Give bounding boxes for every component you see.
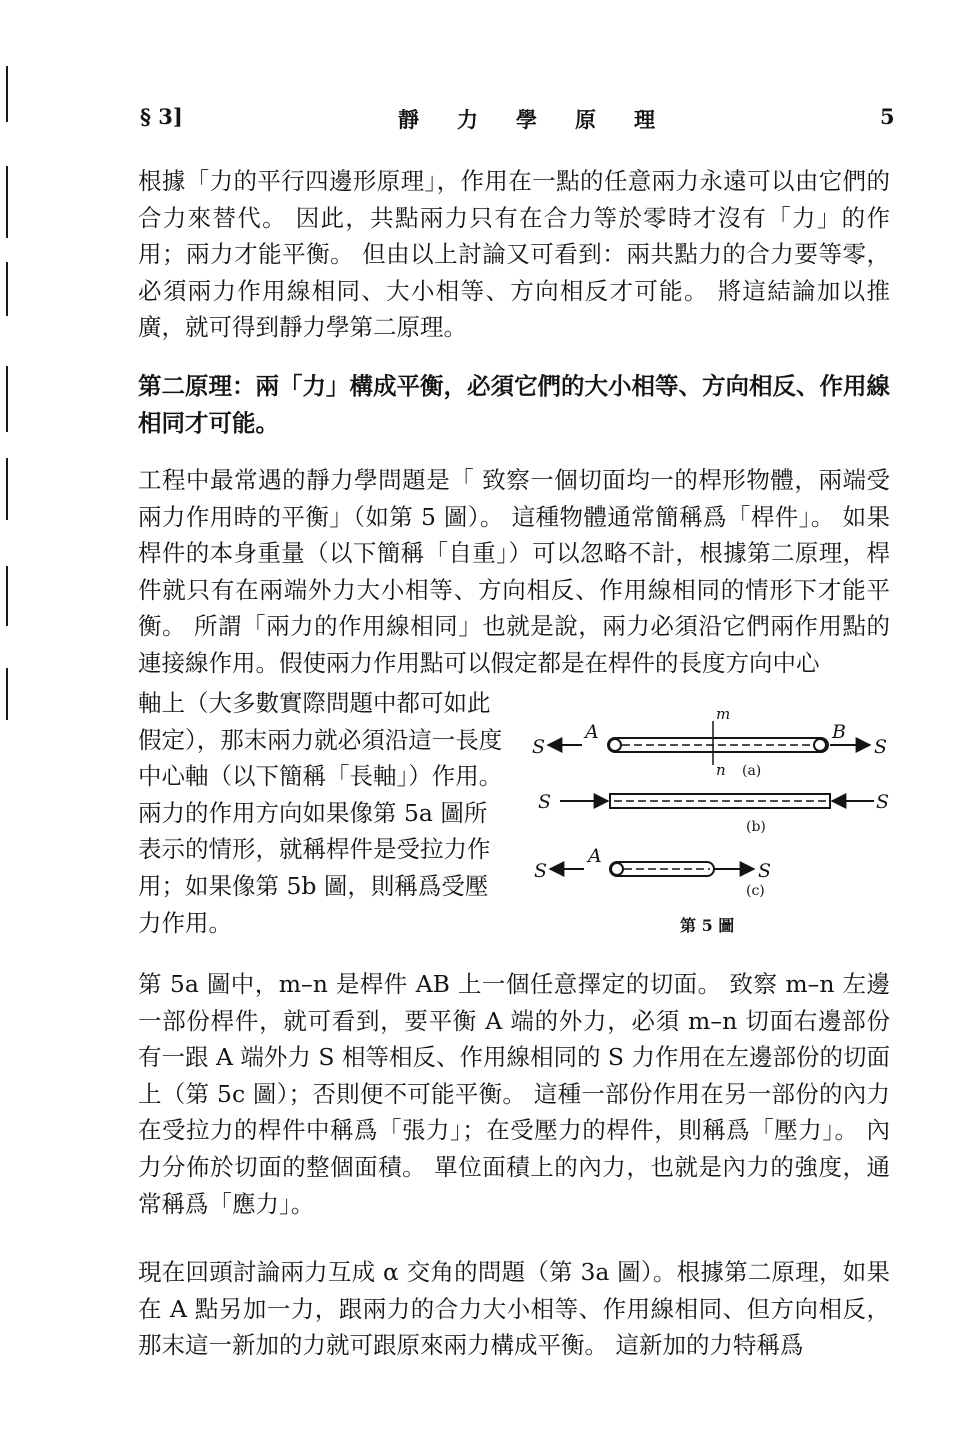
label-force-b-right: S — [876, 791, 890, 813]
label-section-m: m — [716, 705, 731, 723]
figure-caption: 第 5 圖 — [680, 916, 735, 935]
page-number: 5 — [880, 104, 895, 129]
label-sub-b: (b) — [746, 819, 766, 835]
scan-edge-mark — [6, 566, 8, 626]
scan-edge-mark — [6, 668, 8, 720]
paragraph-angle-problem: 現在回頭討論兩力互成 α 交角的問題（第 3a 圖）。根據第二原理，如果在 A 點另加一力，跟兩力的合力大小相等、作用線相同、但方向相反，那末這一新加的力就可跟原來兩力構成平衡。 這新加的力特稱爲 — [138, 1258, 890, 1360]
label-force-c-right: S — [758, 860, 772, 882]
paragraph-internal-force: 第 5a 圖中，m–n 是桿件 AB 上一個任意擇定的切面。 致察 m–n 左邊一部份桿件，就可看到，要平衡 A 端的外力，必須 m–n 切面右邊部份有一跟 A 端外力 S 相等相反、作用線相同的 S 力作用在左邊部份的切面上（第 5c 圖）；否則便不可能平衡。 這種一部份作用在另一部份的內力在受拉力的桿件中稱爲「張力」；在受壓力的桿件，則稱爲「壓力」。 內力分佈於切面的整個面積。 單位面積上的內力，也就是內力的強度，通常稱爲「應力」。 — [138, 970, 890, 1218]
member-b — [560, 794, 874, 808]
label-force-a-right: S — [874, 736, 888, 758]
figure-5 — [530, 705, 900, 945]
label-point-a-c: A — [588, 845, 602, 867]
scan-edge-mark — [6, 458, 8, 520]
label-point-a: A — [585, 721, 599, 743]
label-point-b: B — [832, 721, 846, 743]
paragraph-member: 工程中最常遇的靜力學問題是「 致察一個切面均一的桿形物體，兩端受兩力作用時的平衡」（如第 5 圖）。 這種物體通常簡稱爲「桿件」。 如果桿件的本身重量（以下簡稱「自重」）可以忽略不計，根據第二原理，桿件就只有在兩端外力大小相等、方向相反、作用線相同的情形下才能平衡。 所謂「兩力的作用線相同」也就是說，兩力必須沿它們兩作用點的連接線作用。假使兩力作用點可以假定都是在桿件的長度方向中心 — [138, 466, 890, 677]
paragraph-second-principle: 第二原理：兩「力」構成平衡，必須它們的大小相等、方向相反、作用線相同才可能。 — [138, 372, 890, 437]
section-marker: § 3] — [140, 104, 183, 129]
label-sub-a: (a) — [742, 763, 762, 779]
label-force-b-left: S — [538, 791, 552, 813]
label-force-c-left: S — [534, 860, 548, 882]
scan-edge-mark — [6, 262, 8, 316]
member-c — [550, 862, 754, 876]
scan-edge-mark — [6, 366, 8, 432]
label-section-n: n — [716, 761, 726, 779]
label-sub-c: (c) — [746, 883, 765, 899]
running-title: 靜力學原理 — [398, 107, 693, 132]
paragraph-axis-wrap: 軸上（大多數實際問題中都可如此假定），那末兩力就必須沿這一長度中心軸（以下簡稱「長軸」）作用。兩力的作用方向如果像第 5a 圖所表示的情形，就稱桿件是受拉力作用；如果像第 5b 圖，則稱爲受壓力作用。 — [138, 689, 503, 937]
scan-edge-mark — [6, 166, 8, 238]
label-force-a-left: S — [532, 736, 546, 758]
figure-5-drawing — [530, 705, 900, 945]
scan-edge-mark — [6, 66, 8, 122]
paragraph-parallelogram: 根據「力的平行四邊形原理」，作用在一點的任意兩力永遠可以由它們的合力來替代。 因此，共點兩力只有在合力等於零時才沒有「力」的作用；兩力才能平衡。 但由以上討論又可看到：兩共點力的合力要等零，必須兩力作用線相同、大小相等、方向相反才可能。 將這結論加以推廣，就可得到靜力學第二原理。 — [138, 167, 890, 342]
